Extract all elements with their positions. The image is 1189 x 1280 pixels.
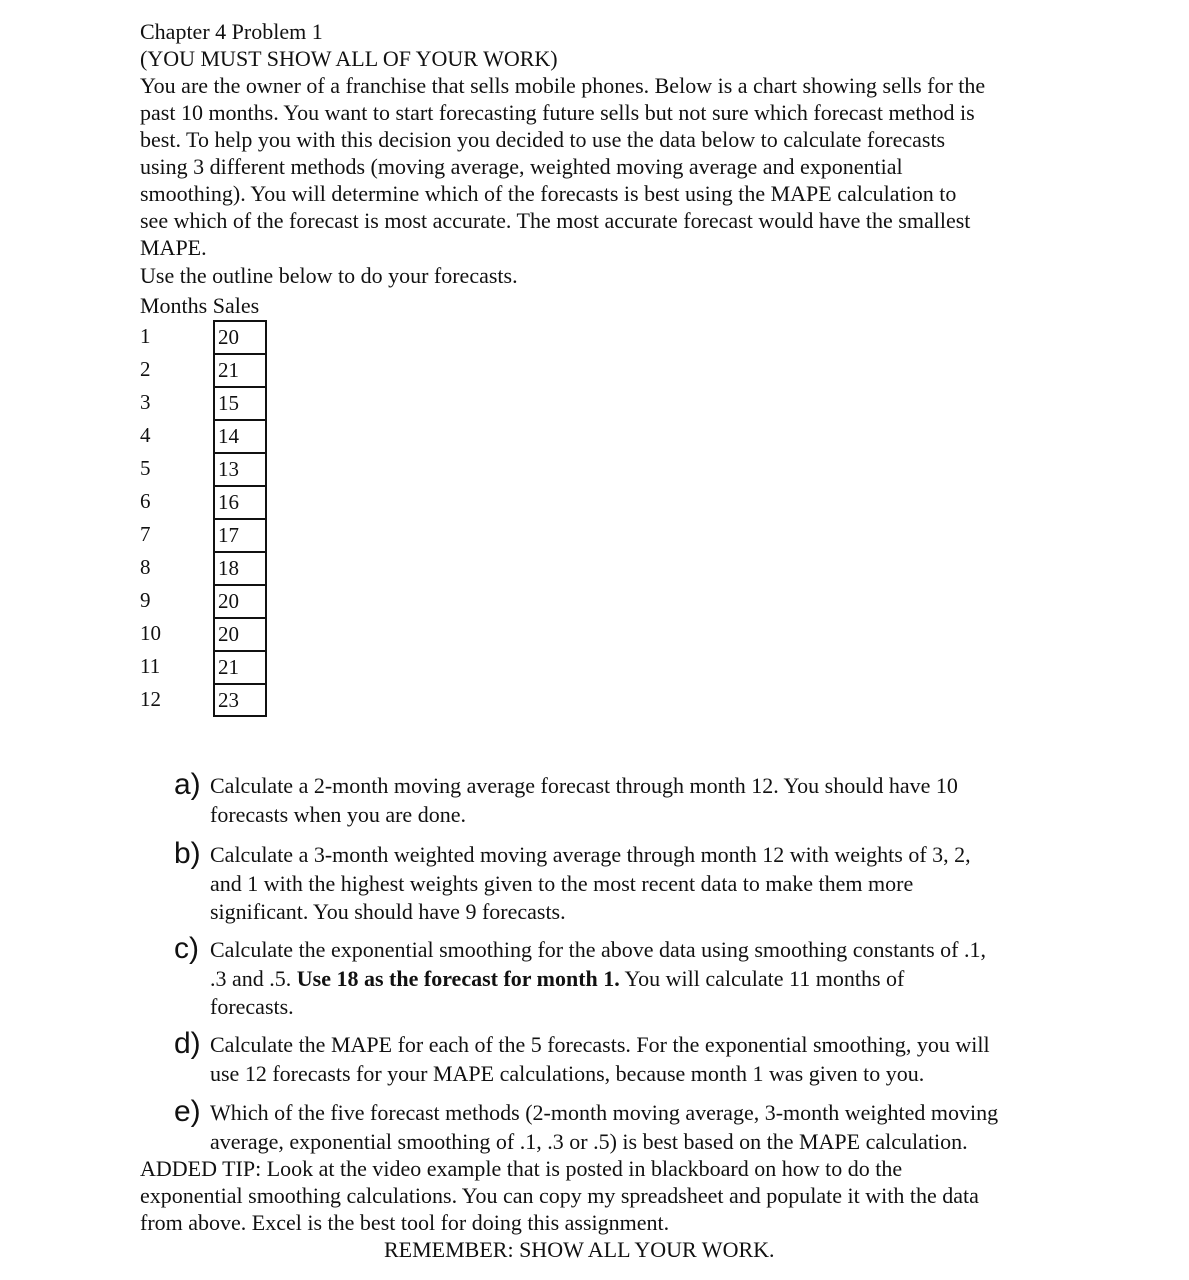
month-cell: 11 bbox=[140, 654, 161, 678]
month-cell: 5 bbox=[140, 456, 151, 480]
sales-cell: 18 bbox=[213, 551, 267, 584]
month-cell: 2 bbox=[140, 357, 151, 381]
table-row bbox=[140, 617, 280, 650]
sales-cell: 20 bbox=[213, 617, 267, 650]
tip-line: exponential smoothing calculations. You can copy my spreadsheet and populate it with the data bbox=[140, 1183, 979, 1208]
question-text: use 12 forecasts for your MAPE calculations, because month 1 was given to you. bbox=[210, 1060, 925, 1086]
outline-instruction: Use the outline below to do your forecasts. bbox=[140, 263, 518, 288]
question-text: Calculate the MAPE for each of the 5 forecasts. For the exponential smoothing, you will bbox=[210, 1032, 990, 1057]
sales-cell: 16 bbox=[213, 485, 267, 518]
problem-title: Chapter 4 Problem 1 bbox=[140, 19, 323, 44]
intro-line: past 10 months. You want to start forecasting future sells but not sure which forecast method is bbox=[140, 100, 975, 125]
table-row bbox=[140, 386, 280, 419]
question-text: forecasts when you are done. bbox=[210, 801, 466, 827]
question-text: Calculate a 2-month moving average forecast through month 12. You should have 10 bbox=[210, 773, 958, 798]
sales-cell: 21 bbox=[213, 650, 267, 683]
sales-cell: 23 bbox=[213, 683, 267, 717]
sales-cell: 15 bbox=[213, 386, 267, 419]
question-text: .3 and .5. bbox=[210, 965, 297, 991]
question-letter: c) bbox=[174, 932, 199, 965]
intro-line: MAPE. bbox=[140, 235, 207, 260]
month-cell: 7 bbox=[140, 522, 151, 546]
tip-line: from above. Excel is the best tool for doing this assignment. bbox=[140, 1210, 670, 1235]
month-cell: 8 bbox=[140, 555, 151, 579]
emphasis-text: Use 18 as the forecast for month 1. bbox=[296, 965, 620, 991]
question-b bbox=[174, 837, 1054, 927]
question-d bbox=[174, 1027, 1054, 1088]
month-cell: 1 bbox=[140, 324, 151, 348]
sales-cell: 17 bbox=[213, 518, 267, 551]
month-cell: 10 bbox=[140, 621, 161, 645]
sales-cell: 14 bbox=[213, 419, 267, 452]
intro-line: best. To help you with this decision you decided to use the data below to calculate forecasts bbox=[140, 127, 946, 152]
question-letter: b) bbox=[174, 837, 201, 870]
month-cell: 12 bbox=[140, 687, 161, 711]
table-row bbox=[140, 353, 280, 386]
work-instruction: (YOU MUST SHOW ALL OF YOUR WORK) bbox=[140, 46, 558, 71]
sales-cell: 20 bbox=[213, 320, 267, 353]
question-letter: e) bbox=[174, 1095, 201, 1128]
question-a bbox=[174, 768, 1054, 829]
table-row bbox=[140, 320, 280, 353]
sales-table bbox=[140, 320, 280, 716]
sales-cell: 21 bbox=[213, 353, 267, 386]
month-cell: 4 bbox=[140, 423, 151, 447]
intro-line: see which of the forecast is most accurate. The most accurate forecast would have the smallest bbox=[140, 208, 971, 233]
month-cell: 9 bbox=[140, 588, 151, 612]
table-row bbox=[140, 485, 280, 518]
table-row bbox=[140, 683, 280, 716]
question-text: and 1 with the highest weights given to the most recent data to make them more bbox=[210, 870, 914, 896]
sales-cell: 20 bbox=[213, 584, 267, 617]
question-text: Which of the five forecast methods (2-month moving average, 3-month weighted moving bbox=[210, 1100, 999, 1125]
table-row bbox=[140, 419, 280, 452]
remember-note: REMEMBER: SHOW ALL YOUR WORK. bbox=[384, 1237, 775, 1262]
month-cell: 3 bbox=[140, 390, 151, 414]
table-row bbox=[140, 551, 280, 584]
intro-line: You are the owner of a franchise that sells mobile phones. Below is a chart showing sells for the bbox=[140, 73, 986, 98]
question-text-mixed bbox=[210, 965, 1054, 994]
table-row bbox=[140, 452, 280, 485]
intro-line: smoothing). You will determine which of the forecasts is best using the MAPE calculation to bbox=[140, 181, 957, 206]
month-cell: 6 bbox=[140, 489, 151, 513]
question-text: Calculate the exponential smoothing for the above data using smoothing constants of .1, bbox=[210, 937, 986, 962]
table-row bbox=[140, 518, 280, 551]
intro-line: using 3 different methods (moving average, weighted moving average and exponential bbox=[140, 154, 903, 179]
question-text: You will calculate 11 months of bbox=[619, 965, 905, 991]
tip-line: ADDED TIP: Look at the video example that is posted in blackboard on how to do the bbox=[140, 1156, 903, 1181]
table-row bbox=[140, 650, 280, 683]
table-header: Months Sales bbox=[140, 293, 260, 318]
question-text: forecasts. bbox=[210, 994, 294, 1019]
question-text: significant. You should have 9 forecasts. bbox=[210, 899, 566, 924]
table-row bbox=[140, 584, 280, 617]
question-text: Calculate a 3-month weighted moving average through month 12 with weights of 3, 2, bbox=[210, 842, 971, 867]
question-text: average, exponential smoothing of .1, .3 or .5) is best based on the MAPE calculation. bbox=[210, 1128, 968, 1154]
question-letter: d) bbox=[174, 1027, 201, 1060]
sales-cell: 13 bbox=[213, 452, 267, 485]
question-e bbox=[174, 1095, 1054, 1156]
question-letter: a) bbox=[174, 768, 201, 801]
question-c bbox=[174, 932, 1054, 1022]
